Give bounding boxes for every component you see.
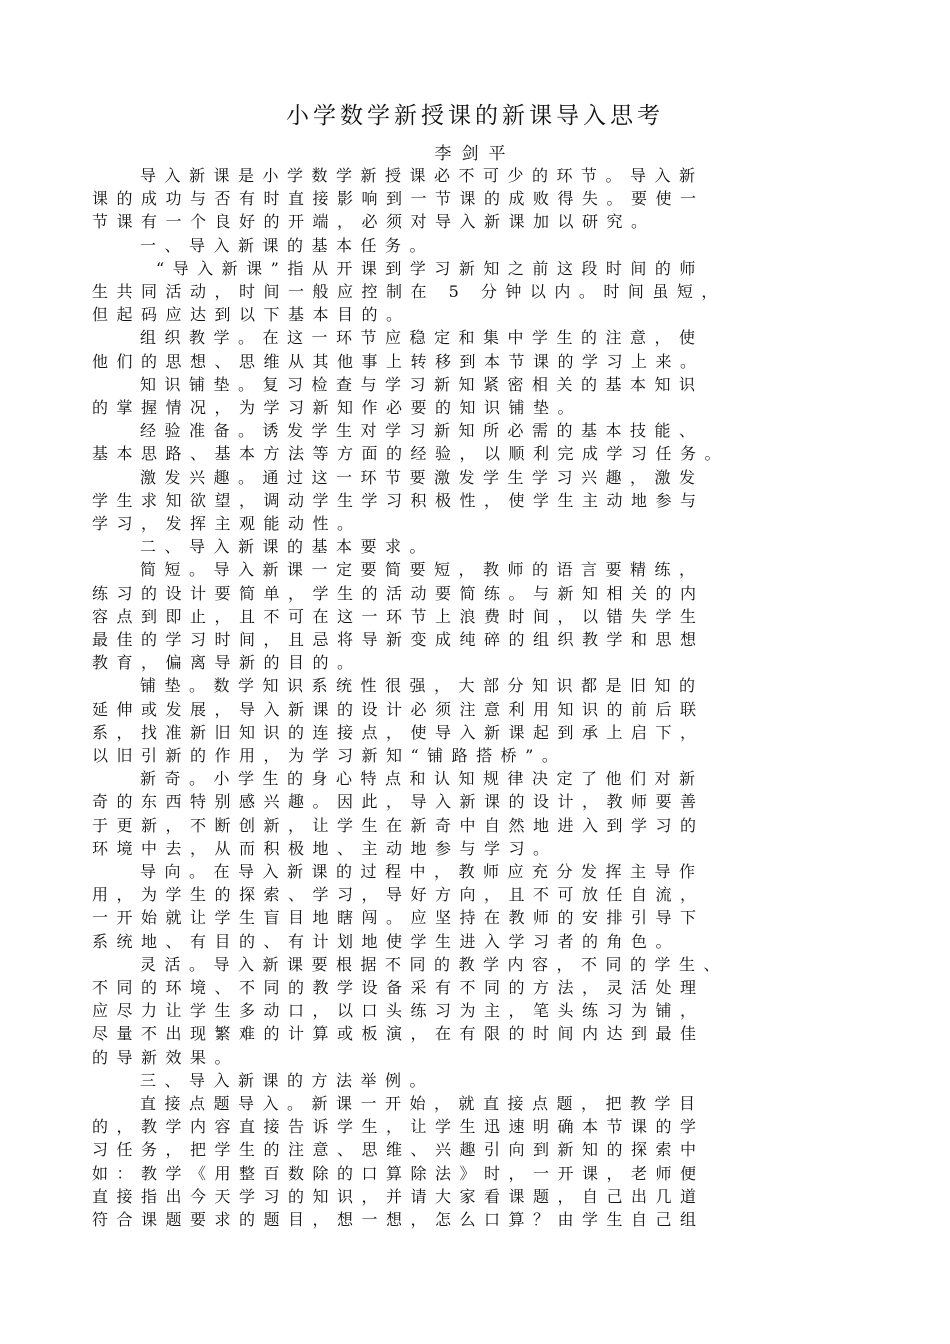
- text-line: 环境中去，从而积极地、主动地参与学习。: [92, 838, 558, 858]
- text-line: 导向。在导入新课的过程中，教师应充分发挥主导作: [140, 862, 704, 881]
- text-line: 新奇。小学生的身心特点和认知规律决定了他们对新: [140, 769, 704, 789]
- text-line: 如：教学《用整百数除的口算除法》时，一开课，老师便: [92, 1163, 705, 1183]
- text-line: 激发兴趣。通过这一环节要激发学生学习兴趣，激发: [140, 467, 704, 487]
- text-line: 学生求知欲望，调动学生学习积极性，使学生主动地参与: [92, 490, 705, 510]
- text-line: 以旧引新的作用，为学习新知“铺路搭桥”。: [92, 746, 567, 765]
- text-line: 系，找准新旧知识的连接点，使导入新课起到承上启下，: [92, 722, 705, 742]
- text-line: 延伸或发展，导入新课的设计必须注意利用知识的前后联: [92, 699, 705, 719]
- text-line: 应尽力让学生多动口，以口头练习为主，笔头练习为铺，: [92, 1001, 705, 1021]
- text-line: 灵活。导入新课要根据不同的教学内容，不同的学生、: [140, 954, 729, 974]
- text-line: 一、导入新课的基本任务。: [140, 235, 435, 255]
- text-line: 二、导入新课的基本要求。: [140, 537, 435, 557]
- text-line: 他们的思想、思维从其他事上转移到本节课的学习上来。: [92, 351, 705, 371]
- text-line: 用，为学生的探索、学习，导好方向，且不可放任自流，: [92, 885, 705, 905]
- text-line: 组织教学。在这一环节应稳定和集中学生的注意，使: [140, 328, 704, 348]
- text-line: 习任务，把学生的注意、思维、兴趣引向到新知的探索中: [92, 1140, 705, 1160]
- text-line: 符合课题要求的题目，想一想，怎么口算？由学生自己组: [92, 1210, 705, 1229]
- text-line: 直接指出今天学习的知识，并请大家看课题，自己出几道: [92, 1186, 705, 1206]
- text-line: 于更新，不断创新，让学生在新奇中自然地进入到学习的: [92, 815, 705, 835]
- text-line: 课的成功与否有时直接影响到一节课的成败得失。要使一: [92, 189, 705, 209]
- text-line: 尽量不出现繁难的计算或板演，在有限的时间内达到最佳: [92, 1024, 705, 1044]
- text-line: 经验准备。诱发学生对学习新知所必需的基本技能、: [140, 421, 704, 441]
- text-line: 教育，偏离导新的目的。: [92, 653, 362, 673]
- text-line: 学习，发挥主观能动性。: [92, 514, 362, 533]
- text-line: 奇的东西特别感兴趣。因此，导入新课的设计，教师要善: [92, 792, 705, 812]
- text-line: 的导新效果。: [92, 1047, 240, 1067]
- text-line: 最佳的学习时间，且忌将导新变成纯碎的组织教学和思想: [92, 630, 705, 649]
- text-line: 的掌握情况，为学习新知作必要的知识铺垫。: [92, 398, 583, 417]
- text-line: 的，教学内容直接告诉学生，让学生迅速明确本节课的学: [92, 1117, 705, 1137]
- text-line: 练习的设计要简单，学生的活动要简练。与新知相关的内: [92, 583, 705, 603]
- text-line: 简短。导入新课一定要简要短，教师的语言要精练，: [140, 560, 704, 580]
- text-line: 导入新课是小学数学新授课必不可少的环节。导入新: [140, 166, 704, 185]
- text-line: 容点到即止，且不可在这一环节上浪费时间，以错失学生: [92, 606, 705, 626]
- text-line: 但起码应达到以下基本目的。: [92, 305, 411, 325]
- document-author: 李剑平: [434, 144, 516, 164]
- text-line: 直接点题导入。新课一开始，就直接点题，把教学目: [140, 1094, 704, 1113]
- text-line: 不同的环境、不同的教学设备采有不同的方法，灵活处理: [92, 978, 705, 997]
- text-line: 一开始就让学生盲目地瞎闯。应坚持在教师的安排引导下: [92, 908, 705, 928]
- text-line: 三、导入新课的方法举例。: [140, 1070, 435, 1090]
- text-line: 生共同活动，时间一般应控制在 5 分钟以内。时间虽短，: [92, 282, 726, 301]
- text-line: 系统地、有目的、有计划地使学生进入学习者的角色。: [92, 931, 681, 951]
- text-line: 基本思路、基本方法等方面的经验，以顺利完成学习任务。: [92, 444, 730, 464]
- text-line: 铺垫。数学知识系统性很强，大部分知识都是旧知的: [140, 676, 704, 696]
- text-line: “导入新课”指从开课到学习新知之前这段时间的师: [156, 258, 704, 278]
- text-line: 知识铺垫。复习检查与学习新知紧密相关的基本知识: [140, 374, 704, 394]
- document-title: 小学数学新授课的新课导入思考: [286, 103, 664, 129]
- text-line: 节课有一个良好的开端，必须对导入新课加以研究。: [92, 212, 656, 232]
